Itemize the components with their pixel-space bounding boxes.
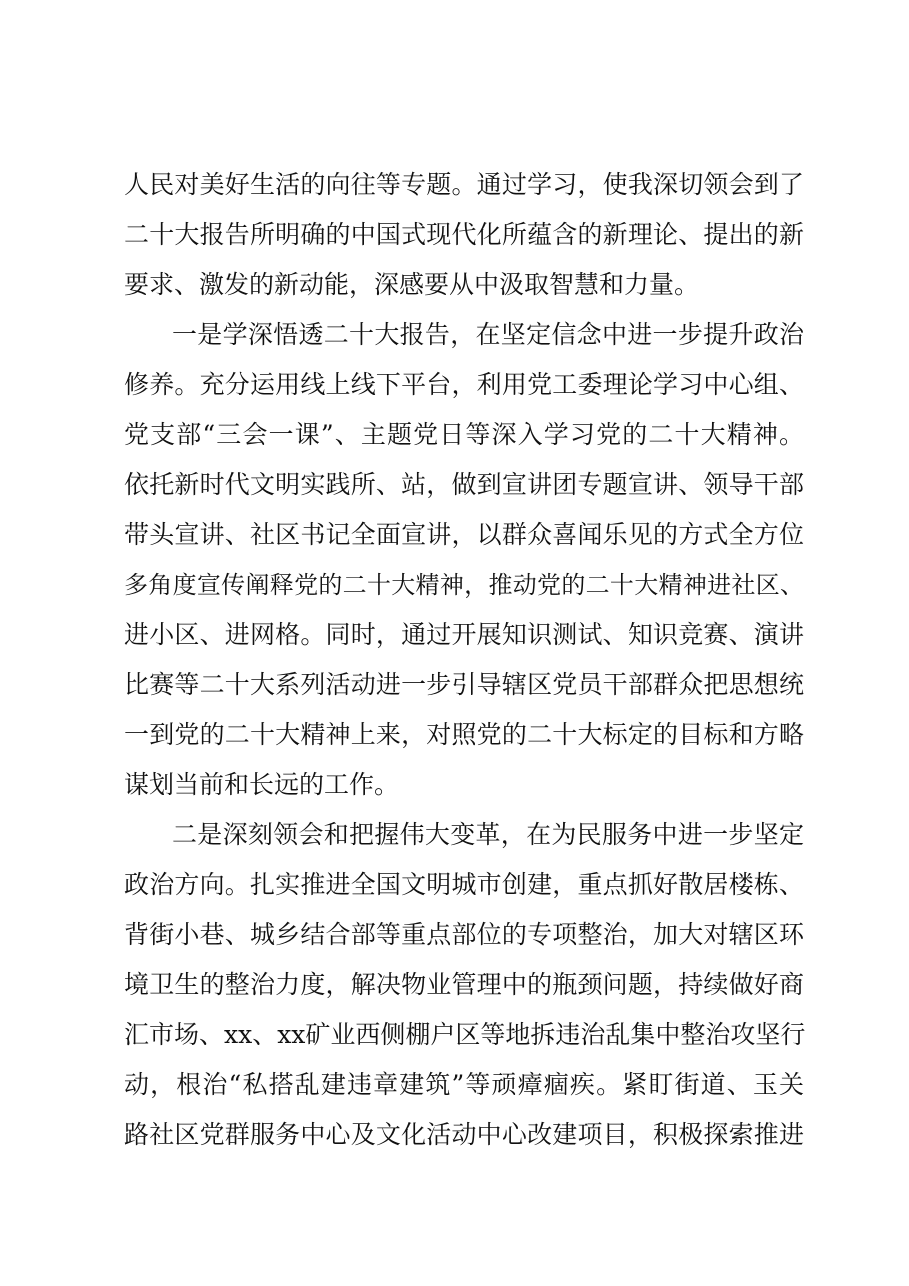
- text-line: 党支部“三会一课”、主题党日等深入学习党的二十大精神。: [124, 420, 804, 449]
- text-line: 二十大报告所明确的中国式现代化所蕴含的新理论、提出的新: [124, 220, 804, 249]
- text-line: 修养。充分运用线上线下平台，利用党工委理论学习中心组、: [124, 370, 804, 399]
- text-line: 背街小巷、城乡结合部等重点部位的专项整治，加大对辖区环: [124, 920, 804, 949]
- text-line: 政治方向。扎实推进全国文明城市创建，重点抓好散居楼栋、: [124, 870, 804, 899]
- text-line: 多角度宣传阐释党的二十大精神，推动党的二十大精神进社区、: [124, 571, 804, 599]
- paragraph-start-line: 二是深刻领会和把握伟大变革，在为民服务中进一步坚定: [172, 820, 804, 849]
- text-line: 人民对美好生活的向往等专题。通过学习，使我深切领会到了: [124, 170, 804, 199]
- text-line: 带头宣讲、社区书记全面宣讲，以群众喜闻乐见的方式全方位: [124, 520, 804, 549]
- text-line: 依托新时代文明实践所、站，做到宣讲团专题宣讲、领导干部: [124, 470, 804, 499]
- text-line: 路社区党群服务中心及文化活动中心改建项目，积极探索推进: [124, 1120, 804, 1149]
- text-line: 进小区、进网格。同时，通过开展知识测试、知识竞赛、演讲: [124, 620, 804, 649]
- text-line: 动，根治“私搭乱建违章建筑”等顽瘴痼疾。紧盯街道、玉关: [124, 1070, 804, 1099]
- text-line: 汇市场、xx、xx矿业西侧棚户区等地拆违治乱集中整治攻坚行: [124, 1020, 806, 1049]
- text-line: 境卫生的整治力度，解决物业管理中的瓶颈问题，持续做好商: [124, 970, 804, 999]
- text-line: 比赛等二十大系列活动进一步引导辖区党员干部群众把思想统: [124, 670, 804, 699]
- text-line: 一到党的二十大精神上来，对照党的二十大标定的目标和方略: [124, 720, 804, 749]
- text-line: 谋划当前和长远的工作。: [124, 770, 400, 799]
- text-line: 要求、激发的新动能，深感要从中汲取智慧和力量。: [124, 270, 700, 299]
- paragraph-start-line: 一是学深悟透二十大报告，在坚定信念中进一步提升政治: [172, 320, 804, 349]
